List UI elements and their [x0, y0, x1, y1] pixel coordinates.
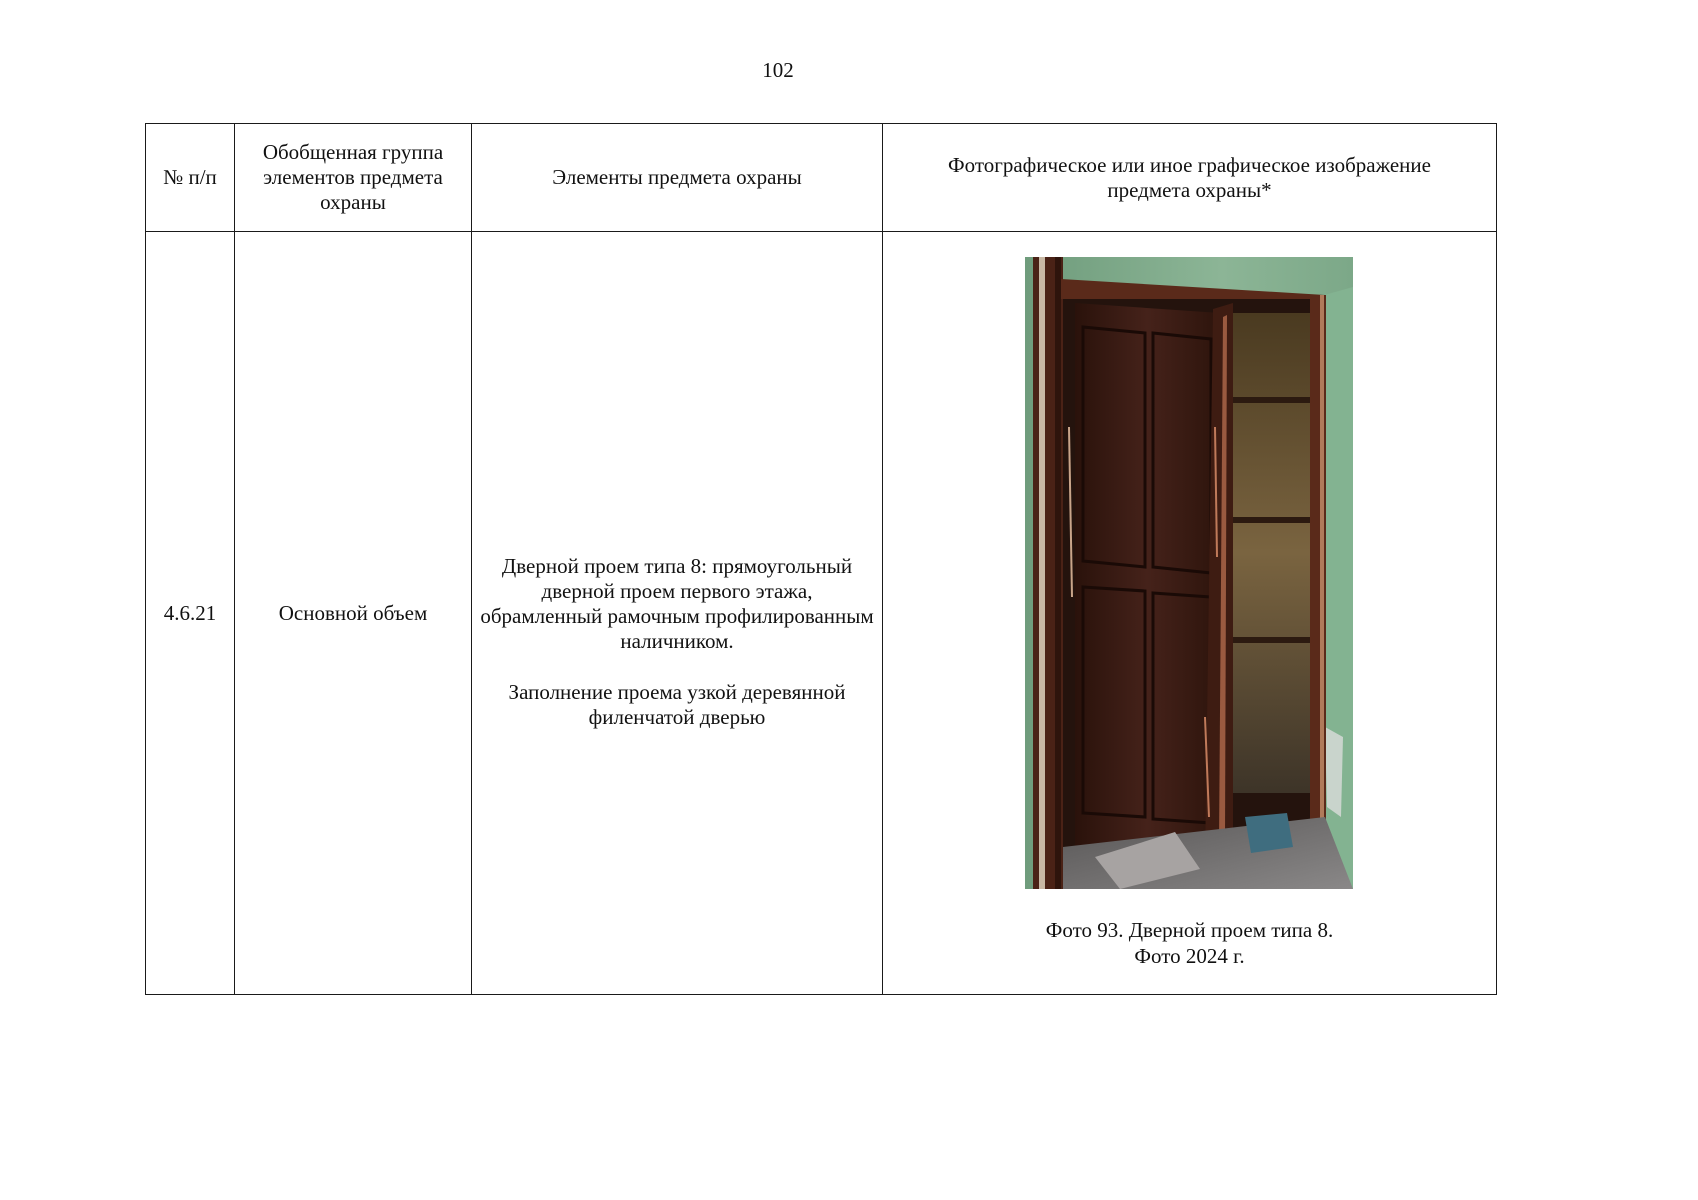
- caption-line1: Фото 93. Дверной проем типа 8.: [1045, 918, 1334, 942]
- page-number: 102: [762, 58, 794, 82]
- caption-line2: Фото 2024 г.: [1134, 944, 1245, 968]
- header-group: Обобщенная группа элементов предмета охраны: [235, 124, 472, 232]
- door-photo-icon: [1025, 257, 1353, 889]
- table-row: [146, 232, 1497, 995]
- row-photo: [883, 232, 1497, 995]
- photo-caption: [883, 917, 1496, 969]
- protection-table: [145, 123, 1497, 995]
- elements-filling: Заполнение проема узкой деревянной филенчатой дверью: [508, 680, 846, 729]
- row-num: 4.6.21: [146, 232, 235, 995]
- elements-description: Дверной проем типа 8: прямоугольный дверной проем первого этажа, обрамленный рамочным профилированным наличником.: [480, 554, 874, 653]
- header-elements: Элементы предмета охраны: [472, 124, 883, 232]
- table-header-row: [146, 124, 1497, 232]
- header-photo: Фотографическое или иное графическое изображение предмета охраны*: [883, 124, 1497, 232]
- row-group: Основной объем: [235, 232, 472, 995]
- row-elements: [472, 232, 883, 995]
- header-num: № п/п: [146, 124, 235, 232]
